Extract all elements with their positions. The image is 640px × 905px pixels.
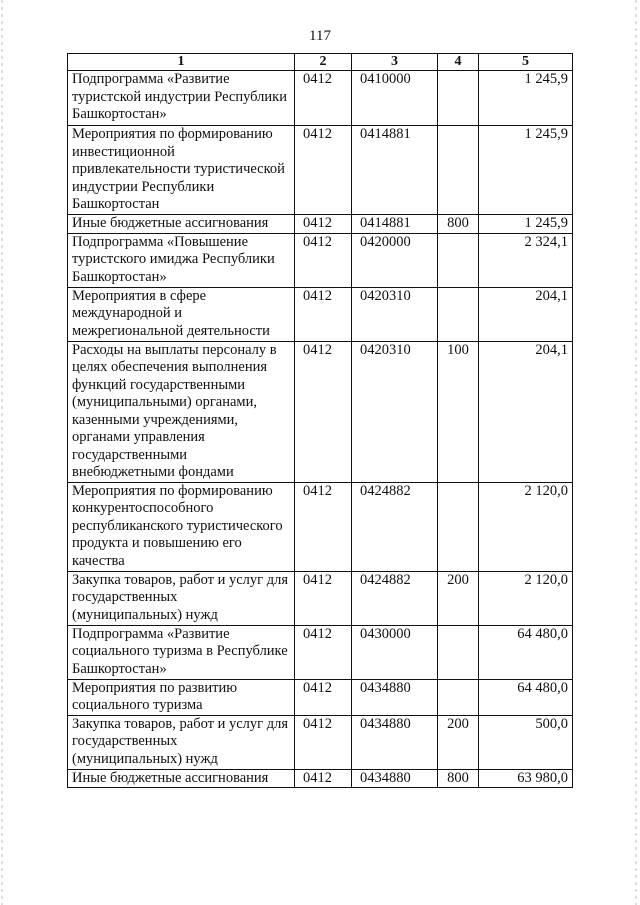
row-type: 800 — [438, 769, 479, 788]
row-name: Подпрограмма «Развитие туристской индустрии Республики Башкортостан» — [68, 71, 295, 126]
row-name: Мероприятия по развитию социального туризма — [68, 679, 295, 715]
table-row — [68, 625, 573, 679]
row-type — [438, 679, 479, 715]
row-section: 0412 — [295, 71, 352, 126]
row-sum: 2 120,0 — [479, 571, 573, 625]
row-sum: 64 480,0 — [479, 625, 573, 679]
row-name: Мероприятия в сфере международной и межрегиональной деятельности — [68, 287, 295, 341]
row-name: Подпрограмма «Развитие социального туризма в Республике Башкортостан» — [68, 625, 295, 679]
scan-edge-right — [635, 0, 637, 905]
table-header-row — [68, 54, 573, 71]
row-sum: 63 980,0 — [479, 769, 573, 788]
row-sum: 1 245,9 — [479, 126, 573, 215]
row-code: 0410000 — [352, 71, 438, 126]
row-type: 200 — [438, 571, 479, 625]
column-header-2: 2 — [295, 54, 352, 71]
row-code: 0430000 — [352, 625, 438, 679]
table-row — [68, 233, 573, 287]
row-section: 0412 — [295, 126, 352, 215]
row-section: 0412 — [295, 769, 352, 788]
row-code: 0434880 — [352, 679, 438, 715]
row-type: 800 — [438, 215, 479, 234]
row-section: 0412 — [295, 287, 352, 341]
row-sum: 204,1 — [479, 341, 573, 482]
row-section: 0412 — [295, 215, 352, 234]
table-row — [68, 482, 573, 571]
row-code: 0420310 — [352, 341, 438, 482]
row-section: 0412 — [295, 341, 352, 482]
row-sum: 64 480,0 — [479, 679, 573, 715]
table-row — [68, 71, 573, 126]
row-type — [438, 126, 479, 215]
budget-table — [67, 53, 573, 788]
row-code: 0414881 — [352, 215, 438, 234]
row-section: 0412 — [295, 571, 352, 625]
row-section: 0412 — [295, 715, 352, 769]
row-type — [438, 71, 479, 126]
row-sum: 1 245,9 — [479, 215, 573, 234]
table-row — [68, 287, 573, 341]
row-name: Расходы на выплаты персоналу в целях обеспечения выполнения функций государственными (муниципальными) органами, казенными учреждениями, органами управления государственными внебюджетными фондами — [68, 341, 295, 482]
row-type — [438, 233, 479, 287]
row-code: 0414881 — [352, 126, 438, 215]
row-name: Закупка товаров, работ и услуг для государственных (муниципальных) нужд — [68, 715, 295, 769]
table-row — [68, 126, 573, 215]
row-section: 0412 — [295, 679, 352, 715]
row-type: 100 — [438, 341, 479, 482]
row-section: 0412 — [295, 482, 352, 571]
row-code: 0420000 — [352, 233, 438, 287]
row-sum: 2 324,1 — [479, 233, 573, 287]
scan-edge-left — [1, 0, 3, 905]
row-type — [438, 287, 479, 341]
row-sum: 2 120,0 — [479, 482, 573, 571]
row-name: Мероприятия по формированию конкурентоспособного республиканского туристического продукта и повышению его качества — [68, 482, 295, 571]
row-code: 0424882 — [352, 571, 438, 625]
row-name: Подпрограмма «Повышение туристского имиджа Республики Башкортостан» — [68, 233, 295, 287]
row-sum: 500,0 — [479, 715, 573, 769]
column-header-3: 3 — [352, 54, 438, 71]
row-type — [438, 482, 479, 571]
column-header-4: 4 — [438, 54, 479, 71]
row-name: Мероприятия по формированию инвестиционной привлекательности туристической индустрии Республики Башкортостан — [68, 126, 295, 215]
page-number: 117 — [309, 28, 331, 44]
row-code: 0420310 — [352, 287, 438, 341]
row-section: 0412 — [295, 625, 352, 679]
row-type: 200 — [438, 715, 479, 769]
row-code: 0434880 — [352, 769, 438, 788]
column-header-5: 5 — [479, 54, 573, 71]
row-name: Иные бюджетные ассигнования — [68, 215, 295, 234]
row-code: 0434880 — [352, 715, 438, 769]
table-row — [68, 715, 573, 769]
row-sum: 204,1 — [479, 287, 573, 341]
row-name: Закупка товаров, работ и услуг для государственных (муниципальных) нужд — [68, 571, 295, 625]
table-row — [68, 341, 573, 482]
row-section: 0412 — [295, 233, 352, 287]
table-row — [68, 215, 573, 234]
row-type — [438, 625, 479, 679]
column-header-1: 1 — [68, 54, 295, 71]
table-row — [68, 769, 573, 788]
table-row — [68, 679, 573, 715]
row-name: Иные бюджетные ассигнования — [68, 769, 295, 788]
row-sum: 1 245,9 — [479, 71, 573, 126]
table-row — [68, 571, 573, 625]
row-code: 0424882 — [352, 482, 438, 571]
